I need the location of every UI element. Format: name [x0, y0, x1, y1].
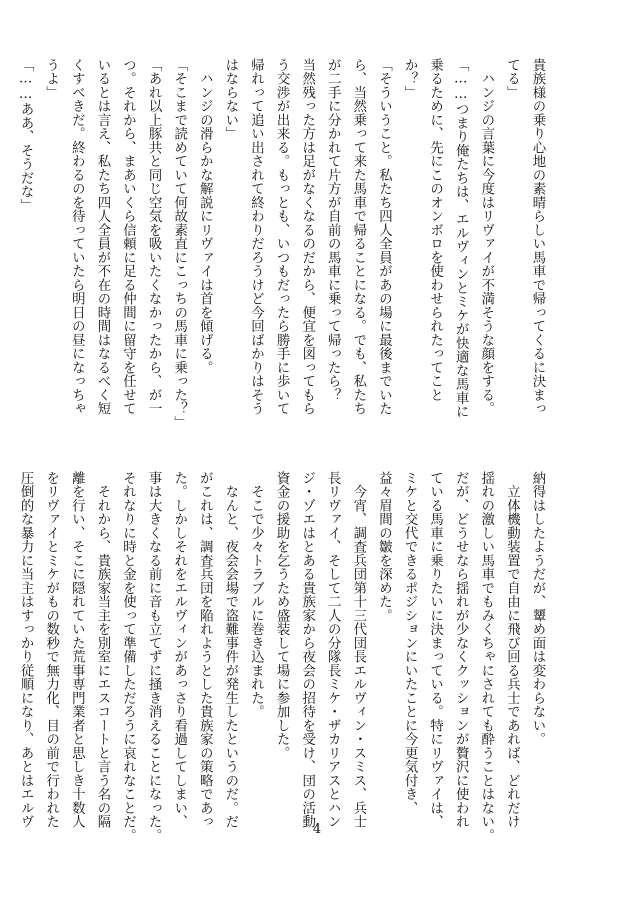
lower-text-block: [18, 471, 550, 866]
text-column: 「あれ以上豚共と同じ空気を吸いたくなかったから、が一: [146, 58, 162, 416]
text-column: 帰れって追い出されて終わりだろうけど今回ばかりはそう: [248, 58, 264, 416]
text-column: はならない」: [222, 58, 238, 141]
text-column: くすべきだ。終わるのを待っていたら明日の昼になっちゃ: [69, 58, 85, 416]
text-column: 当然残った方は足がなくなるのだから、便宜を図ってもら: [299, 58, 315, 416]
text-column: ら、当然乗って来た馬車で帰ることになる。でも、私たち: [350, 58, 366, 416]
text-column: をリヴァイとミケがもの数秒で無力化、目の前で行われた: [43, 471, 59, 829]
text-column: 資金の援助を乞うため盛装して場に参加した。: [274, 471, 290, 760]
text-column: 離を行い、そこに隠れていた荒事専門業者と思しき十数人: [69, 471, 85, 829]
text-column: 「そういうこと。私たち四人全員があの場に最後までいた: [376, 58, 392, 416]
text-column: 貴族様の乗り心地の素晴らしい馬車で帰ってくるに決まっ: [530, 58, 545, 416]
text-column: う交渉が出来る。もっとも、いつもだったら勝手に歩いて: [274, 58, 290, 416]
text-column: 圧倒的な暴力に当主はすっかり従順になり、あとはエルヴ: [18, 471, 34, 829]
upper-text-block: [18, 58, 550, 453]
text-column: 納得はしたようだが、顰め面は変わらない。: [530, 471, 545, 746]
text-column: ジ・ゾエはとある貴族家から夜会の招待を受け、団の活動: [299, 471, 315, 829]
text-column: 「……ああ、そうだな」: [18, 58, 34, 213]
page-number: 4: [312, 822, 322, 837]
text-column: それなりに時と金を使って準備しただろうに哀れなことだ。: [120, 471, 136, 843]
text-column: 乗るために、先にこのオンボロを使わせられたってこと: [427, 58, 443, 402]
text-column: ハンジの滑らかな解説にリヴァイは首を傾げる。: [197, 58, 213, 375]
text-column: 長リヴァイ、そして二人の分隊長ミケ・ザカリアスとハン: [325, 471, 341, 829]
text-column: 「……つまり俺たちは、エルヴィンとミケが快適な馬車に: [453, 58, 469, 419]
text-column: そこで少々トラブルに巻き込まれた。: [248, 471, 264, 719]
text-column: つ。それから、まあいくら信頼に足る仲間に留守を任せて: [120, 58, 136, 416]
text-column: だが、どうせなら揺れが少なくクッションが贅沢に使われ: [453, 471, 469, 829]
text-column: ている馬車に乗りたいに決まっている。特にリヴァイは、: [427, 471, 443, 829]
text-column: が二手に分かれて片方が自前の馬車に乗って帰ったら？: [325, 58, 341, 402]
text-column: ミケと交代できるポジションにいたことに今更気付き、: [402, 471, 418, 815]
text-column: なんと、夜会会場で盗難事件が発生したというのだ。だ: [222, 471, 238, 829]
text-column: 今宵、調査兵団第十三代団長エルヴィン・スミス、兵士: [350, 471, 366, 829]
text-column: ハンジの言葉に今度はリヴァイが不満そうな顔をする。: [478, 58, 494, 416]
text-column: がこれは、調査兵団を陥れようとした貴族家の策略であっ: [197, 471, 213, 829]
text-column: た。しかしそれをエルヴィンがあっさり看過してしまい、: [171, 471, 187, 829]
text-column: 立体機動装置で自由に飛び回る兵士であれば、どれだけ: [504, 471, 520, 829]
text-column: いるとは言え、私たち四人全員が不在の時間はなるべく短: [94, 58, 110, 416]
text-column: てる」: [504, 58, 520, 100]
text-column: 「そこまで読めていて何故素直にこっちの馬車に乗った？」: [171, 58, 187, 430]
text-column: それから、貴族家当主を別室にエスコートと言う名の隔: [94, 471, 110, 829]
text-column: か？」: [402, 58, 418, 100]
text-column: うよ」: [43, 58, 59, 100]
text-column: 揺れの激しい馬車でもみくちゃにされても酔うことはない。: [478, 471, 494, 843]
text-column: 益々眉間の皺を深めた。: [376, 471, 392, 623]
text-column: 事は大きくなる前に音も立てずに掻き消えることになった。: [146, 471, 162, 843]
